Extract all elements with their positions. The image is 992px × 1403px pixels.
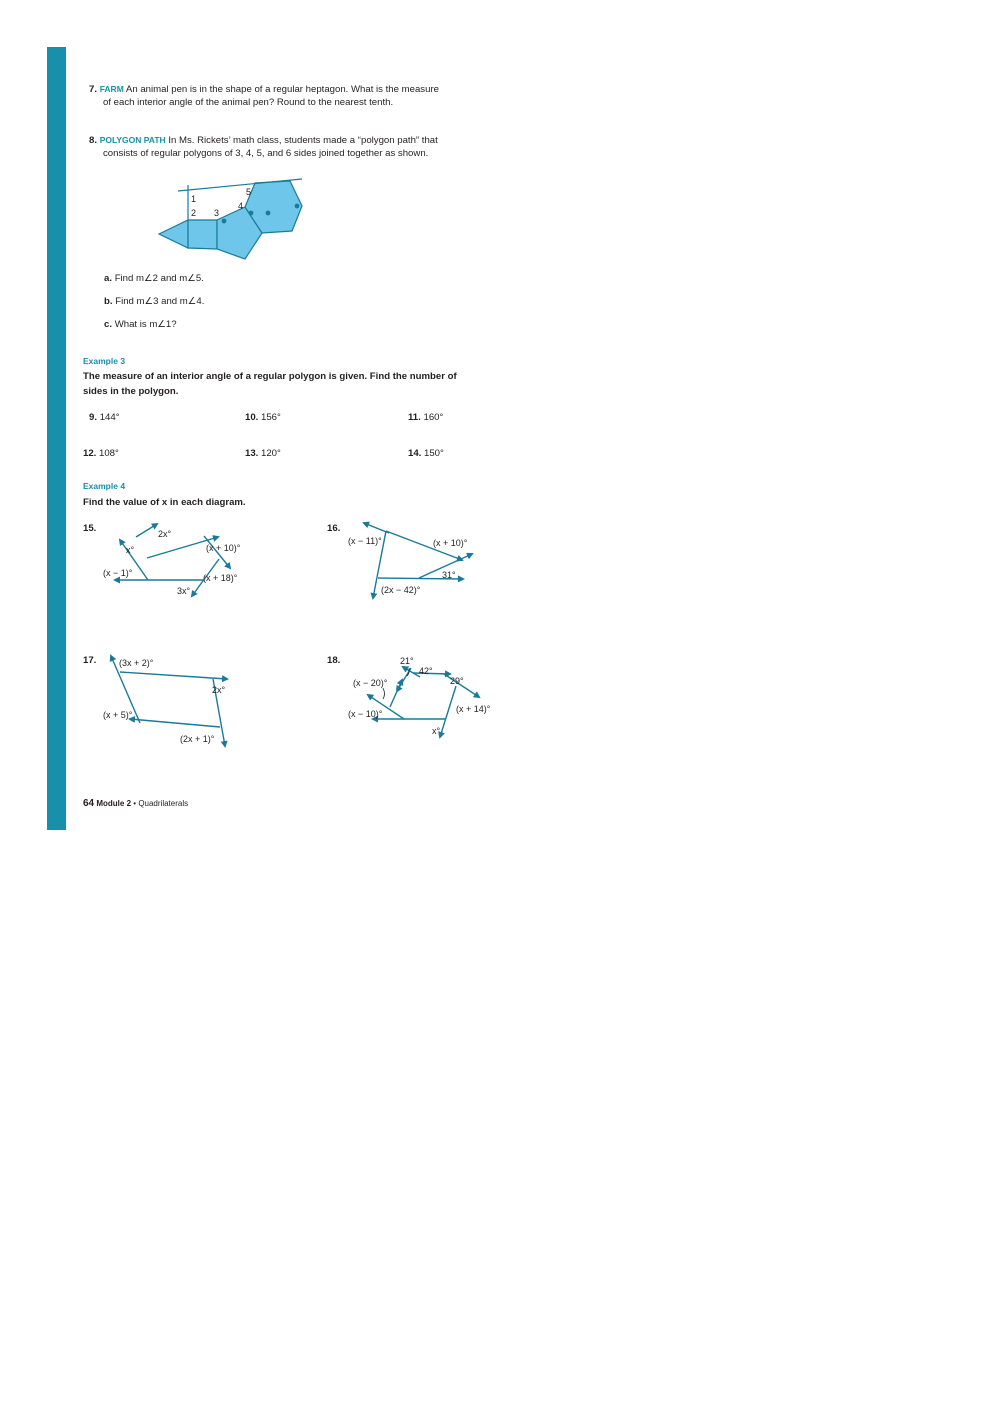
item-13: 13. 120° (245, 448, 281, 459)
diagram-15-number: 15. (83, 523, 97, 534)
d18-angle-arc (383, 688, 385, 699)
part-b: b. Find m∠3 and m∠4. (104, 296, 205, 307)
part-a: a. Find m∠2 and m∠5. (104, 273, 204, 284)
d18-label: (x − 20)° (353, 678, 388, 688)
d17-arrow (120, 672, 227, 679)
diagram-16-number: 16. (327, 523, 341, 534)
d15-label: (x − 1)° (103, 568, 133, 578)
angle-label: 4 (238, 201, 244, 211)
example-4-heading: Example 4 (83, 481, 126, 491)
problem-7: 7. FARM An animal pen is in the shape of a regular heptagon. What is the measure (89, 84, 439, 95)
item-9: 9. 144° (89, 412, 120, 423)
item-12: 12. 108° (83, 448, 119, 459)
d18-label: 29° (450, 676, 464, 686)
d18-label: 42° (419, 666, 433, 676)
d17-label: 2x° (212, 685, 226, 695)
footer-module: Module 2 (96, 799, 132, 808)
angle-label: 5 (246, 187, 252, 197)
item-14: 14. 150° (408, 448, 444, 459)
d16-label: (2x − 42)° (381, 585, 421, 595)
item-11: 11. 160° (408, 412, 444, 423)
problem-8-line2: consists of regular polygons of 3, 4, 5, and 6 sides joined together as shown. (103, 148, 429, 159)
part-c: c. What is m∠1? (104, 319, 177, 330)
d16-label: (x + 10)° (433, 538, 468, 548)
d16-label: (x − 11)° (348, 536, 382, 546)
example-3-heading: Example 3 (83, 356, 126, 366)
d18-label: (x − 10)° (348, 709, 383, 719)
page-footer (83, 797, 188, 811)
d18-label: 21° (400, 656, 414, 666)
angle-label: 3 (214, 208, 220, 218)
example-3-instruction: The measure of an interior angle of a regular polygon is given. Find the number of (83, 371, 457, 382)
d15-arrow (136, 524, 157, 537)
item-10: 10. 156° (245, 412, 281, 423)
angle-label: 2 (191, 208, 197, 218)
d15-label: x° (126, 545, 135, 555)
d15-label: 3x° (177, 586, 191, 596)
d17-label: (x + 5)° (103, 710, 133, 720)
d18-label: x° (432, 726, 441, 736)
d17-label: (3x + 2)° (119, 658, 154, 668)
diagram-17-number: 17. (83, 655, 97, 666)
d15-label: 2x° (158, 529, 172, 539)
d18-arrow (440, 686, 456, 737)
page-number: 64 (83, 798, 95, 809)
d17-label: (2x + 1)° (180, 734, 215, 744)
d16-label: 31° (442, 570, 456, 580)
example-4-instruction: Find the value of x in each diagram. (83, 497, 246, 508)
d18-arrow (390, 680, 402, 707)
footer-separator: • (133, 799, 137, 808)
d17-arrow (130, 719, 220, 727)
footer-topic: Quadrilaterals (138, 799, 189, 808)
d15-label: (x + 10)° (206, 543, 241, 553)
d18-label: (x + 14)° (456, 704, 491, 714)
diagram-18-number: 18. (327, 655, 341, 666)
problem-7-line2: of each interior angle of the animal pen? Round to the nearest tenth. (103, 97, 394, 108)
example-3-instruction-line2: sides in the polygon. (83, 386, 179, 397)
d15-label: (x + 18)° (203, 573, 238, 583)
angle-label: 1 (191, 194, 197, 204)
problem-8: 8. POLYGON PATH In Ms. Rickets’ math class, students made a “polygon path” that (89, 135, 438, 146)
